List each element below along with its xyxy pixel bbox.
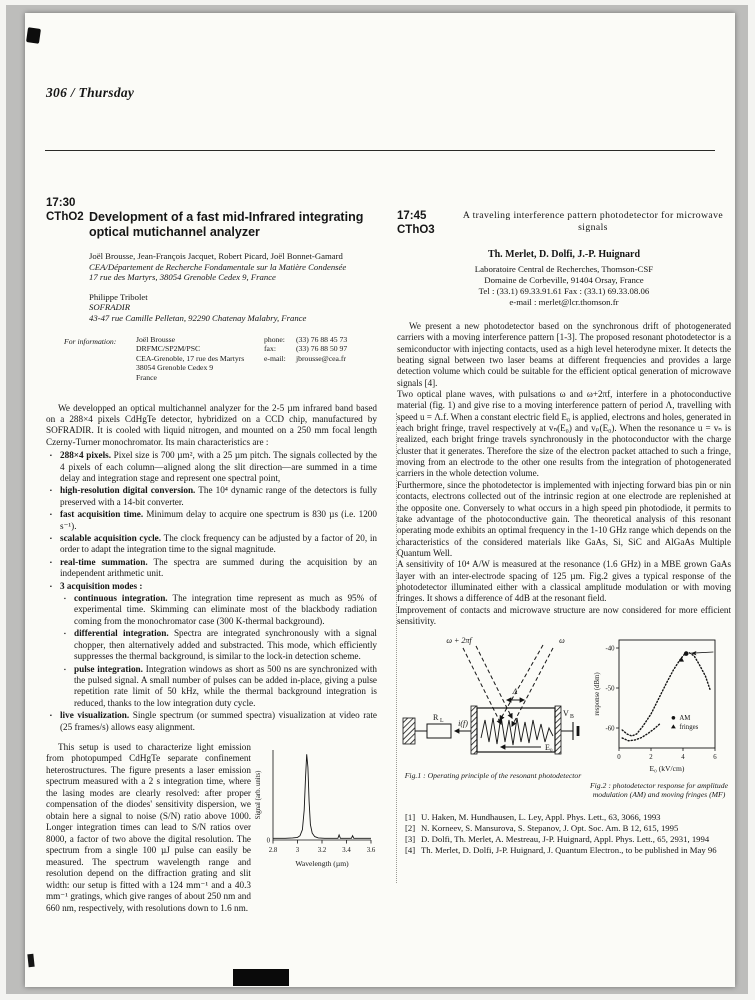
- load-resistor-sub: L: [440, 718, 444, 725]
- svg-text:-50: -50: [605, 685, 615, 693]
- spectrum-figure: [251, 742, 377, 915]
- contact-label: For information:: [64, 336, 117, 346]
- list-item: [60, 710, 377, 733]
- reference-text: D. Dolfi, Th. Merlet, A. Mestreau, J-P. Huignard, Appl. Phys. Lett., 65, 2931, 1994: [421, 834, 710, 845]
- list-item: [60, 533, 377, 556]
- feature-list: [46, 450, 377, 733]
- svg-text:Wavelength (µm): Wavelength (µm): [295, 858, 349, 868]
- contact-keys: [264, 335, 286, 364]
- list-item: [60, 581, 377, 709]
- scan-artifact-bar: [233, 969, 289, 986]
- figure-2: [589, 632, 729, 799]
- svg-text:fringes: fringes: [679, 724, 699, 732]
- talk-cth03-title: A traveling interference pattern photodetector for microwave signals: [462, 210, 724, 233]
- bullet-text: The 10⁴ dynamic range of the detectors is fully preserved with a 14-bit converter.: [60, 485, 377, 507]
- talk-cth02-body: [46, 403, 377, 733]
- bias-label-sub: B: [570, 714, 574, 721]
- references: [397, 812, 731, 857]
- list-item: [60, 450, 377, 484]
- reference-item: [397, 823, 731, 834]
- reference-item: [397, 812, 731, 823]
- telfax-line: Tel : (33.1) 69.33.91.61 Fax : (33.1) 69.33.08.06: [478, 286, 650, 296]
- svg-text:0: 0: [617, 754, 621, 762]
- talk-code: CThO2: [46, 210, 84, 223]
- affiliation-line: Laboratoire Central de Recherches, Thomson-CSF: [474, 264, 654, 274]
- talk-cth02-title: Development of a fast mid-Infrared integrating optical mutichannel analyzer: [89, 210, 364, 239]
- talk-cth03-header: [397, 210, 731, 234]
- list-item: [60, 485, 377, 508]
- list-item: [60, 509, 377, 532]
- talk-cth03-timecode: [397, 210, 435, 237]
- running-head: 306 / Thursday: [46, 85, 135, 100]
- abstract-paragraph: Two optical plane waves, with pulsations ω and ω+2πf, interfere in a photoconductive material (fig. 1) and give rise to a moving interference pattern of period Λ, travelling with speed u = Λ.f. When a constant electric field E₀ is applied, electrons and holes, generated in each bright fringe, travel respectively at vₙ(E₀) and vₚ(E₀). When the resonance u = vₙ is realized, each bright fringe travels synchronously in the photoconductor with the charge cluster that it generates. Therefore the size of the electron packet attached to such a fringe, moving from an electrode to the other one results from the integration of photogenerated carriers in the whole detection volume.: [397, 389, 731, 479]
- bullet-text: Minimum delay to acquire one spectrum is 830 µs (i.e. 1200 s⁻¹).: [60, 509, 377, 531]
- talk-code: CThO3: [397, 223, 435, 236]
- fax-value: (33) 76 88 50 97: [296, 344, 348, 354]
- talk-cth02-header: [46, 197, 377, 241]
- author2-address: 43-47 rue Camille Pelletan, 92290 Chatenay Malabry, France: [89, 312, 307, 323]
- talk-cth02-timecode: [46, 197, 84, 224]
- spectrum-chart: [251, 744, 377, 878]
- bullet-lead: pulse integration.: [74, 663, 143, 674]
- contact-values: [296, 335, 347, 364]
- svg-text:Signal (arb. units): Signal (arb. units): [255, 770, 262, 820]
- talk-cth03-affiliation: [397, 264, 731, 308]
- figures-row: [397, 632, 731, 799]
- fringe-period-label: Λ: [512, 687, 518, 697]
- contact-address: [136, 335, 244, 383]
- contact-name: Joël Brousse: [136, 334, 176, 344]
- bullet-text: Spectra are integrated synchronously with a signal chopper, then alternatively added and substracted. This mode, which efficiently suppresses the thermal background, is similar to the lock-in detection scheme.: [74, 628, 377, 662]
- svg-text:6: 6: [713, 754, 717, 762]
- contact-block: [46, 335, 377, 399]
- fig1-caption: Fig.1 : Operating principle of the resonant photodetector: [404, 771, 582, 781]
- author2-affiliation: SOFRADIR: [89, 302, 131, 313]
- reference-number: [1]: [405, 811, 416, 822]
- svg-text:4: 4: [681, 754, 685, 762]
- photocurrent-label: i(f): [458, 719, 468, 729]
- abstract-paragraph: Improvement of contacts and microwave structure are now considered for more efficient sensitivity.: [397, 604, 731, 626]
- svg-text:3.2: 3.2: [317, 846, 327, 854]
- bullet-lead: high-resolution digital conversion.: [60, 485, 196, 496]
- author-address: 17 rue des Martyrs, 38054 Grenoble Cedex 9, France: [89, 272, 276, 283]
- reference-text: Th. Merlet, D. Dolfi, J-P. Huignard, J. Quantum Electron., to be published in May 96: [421, 845, 717, 856]
- load-resistor-label: R: [433, 713, 439, 723]
- svg-text:2.8: 2.8: [268, 846, 278, 854]
- scan-artifact-speck: [27, 954, 34, 968]
- bullet-text: The clock frequency can be adjusted by a factor of 20, in order to adapt the integration time to the signal magnitude.: [60, 533, 377, 555]
- talk-cth03-authors: Th. Merlet, D. Dolfi, J.-P. Huignard: [487, 249, 641, 260]
- email-label: e-mail:: [264, 353, 286, 363]
- abstract-paragraph: A sensitivity of 10⁴ A/W is measured at the resonance (1.6 GHz) in a MBE grown GaAs layer with an inter-electrode spacing of 125 µm. Fig.2 gives a typical response of the photodetector illuminated either with a classical amplitude modulation or with moving fringes. It shows a difference of 4dB at the resonant field.: [397, 559, 731, 604]
- fax-label: fax:: [264, 344, 276, 354]
- author-names: Joël Brousse, Jean-François Jacquet, Robert Picard, Joël Bonnet-Gamard: [89, 251, 343, 261]
- list-item: [60, 557, 377, 580]
- svg-text:E₀ (kV/cm): E₀ (kV/cm): [649, 764, 685, 774]
- svg-text:2: 2: [649, 754, 653, 762]
- contact-dept: DRFMC/SP2M/PSC: [136, 344, 201, 354]
- reference-item: [397, 834, 731, 845]
- email-value: jbrousse@cea.fr: [296, 353, 346, 363]
- phone-label: phone:: [264, 334, 285, 344]
- bullet-text: Integration windows as short as 500 ns are synchronized with the pulsed signal. A small number of pulses can be added in-place, giving a pulse repetition rate limit of 50 kHz, while the thermal background integration is reduced, thanks to the low integration duty cycle.: [74, 663, 377, 708]
- talk-cth03: [397, 197, 731, 857]
- bullet-text: Single spectrum (or summed spectra) visualization at video rate (25 frames/s) allows easy alignment.: [60, 710, 377, 732]
- abstract-intro: We developped an optical multichannel analyzer for the 2-5 µm infrared band based on a 288×4 pixels CdHgTe detector, hybridized on a CCD chip, manufactured by SOFRADIR. It is cooled with liquid nitrogen, and mounted on a 250 mm focal length Czerny-Turner monochromator. Its main characteristics are :: [46, 402, 377, 447]
- bullet-lead: live visualization.: [60, 710, 130, 721]
- reference-number: [2]: [405, 822, 416, 833]
- bullet-lead: continuous integration.: [74, 593, 168, 604]
- bullet-lead: real-time summation.: [60, 556, 148, 567]
- figure-1: [397, 632, 589, 799]
- scan-artifact-blob: [26, 27, 41, 44]
- bullet-lead: scalable acquisition cycle.: [60, 533, 162, 544]
- talk-cth02: [46, 197, 377, 914]
- svg-text:0: 0: [266, 837, 270, 845]
- abstract-paragraph: Furthermore, since the photodetector is implemented with injecting forward bias pin or nin contacts, electrons collected out of the intrinsic region at one electrode are replenished at the opposite one. Conversely to what occurs in a high speed pin photodiode, it permits to take advantage of the photoconductive gain. The theoretical analysis of this resonant operating mode exhibits an optimal frequency in the 1-10 GHz range which depends on the characteristics of the considered materials like GaAs, Si, SiC and AlGaAs Multiple Quantum Well.: [397, 479, 731, 558]
- fig1-schematic: [397, 632, 589, 770]
- header-rule: [45, 150, 715, 151]
- field-label: E₀: [545, 743, 553, 753]
- beam-left-label: ω + 2πf: [446, 636, 472, 646]
- fig2-caption: Fig.2 : photodetector response for amplitude modulation (AM) and moving fringes (MF): [589, 781, 729, 800]
- document-page: [25, 13, 735, 987]
- svg-text:-40: -40: [605, 645, 615, 653]
- svg-text:3.4: 3.4: [342, 846, 351, 854]
- bullet-text: The spectra are summed during the acquisition by an independent arithmetic unit.: [60, 556, 377, 579]
- bullet-lead: fast acquisition time.: [60, 509, 144, 520]
- svg-text:-60: -60: [605, 725, 615, 733]
- reference-text: N. Korneev, S. Mansurova, S. Stepanov, J. Opt. Soc. Am. B 12, 615, 1995: [421, 822, 679, 833]
- bullet-lead: differential integration.: [74, 628, 169, 639]
- reference-text: U. Haken, M. Hundhausen, L. Ley, Appl. Phys. Lett., 63, 3066, 1993: [421, 811, 661, 822]
- reference-number: [3]: [405, 834, 416, 845]
- list-item: [74, 593, 377, 627]
- contact-city: 38054 Grenoble Cedex 9: [136, 363, 214, 373]
- talk-cth02-authors: [89, 251, 377, 324]
- svg-text:3.6: 3.6: [366, 846, 376, 854]
- acquisition-modes-list: [60, 593, 377, 709]
- bullet-lead: 3 acquisition modes :: [60, 580, 143, 591]
- talk-time: 17:30: [46, 197, 76, 209]
- contact-country: France: [136, 372, 157, 382]
- bias-label: V: [563, 709, 569, 719]
- reference-item: [397, 845, 731, 856]
- email-line: e-mail : merlet@lcr.thomson.fr: [509, 297, 619, 307]
- bullet-lead: 288×4 pixels.: [60, 450, 112, 461]
- talk-cth02-bottom: [46, 742, 377, 915]
- svg-text:response (dBm): response (dBm): [594, 672, 601, 716]
- address-line: Domaine de Corbeville, 91404 Orsay, France: [484, 275, 644, 285]
- contact-street: CEA-Grenoble, 17 rue des Martyrs: [136, 353, 245, 363]
- fig2-chart: [589, 632, 729, 780]
- abstract-paragraph: We present a new photodetector based on the synchronous drift of photogenerated carriers with a moving interference pattern [1-3]. The proposed resonant photodetector is a semiconductor with injecting contacts, used as a high level heterodyne mixer. It detects the beating signal between two laser beams at different frequencies and provides a large detection volume which could be suitable for the efficient optical generation of microwave signals [4].: [397, 321, 731, 388]
- bullet-text: Pixel size is 700 µm², with a 25 µm pitch. The signals collected by the 4 pixels of each column—aligned along the slit direction—are summed in a time delay and integration stage and represent one spectral point,: [60, 450, 378, 483]
- talk-cth03-body: [397, 321, 731, 627]
- talk-time: 17:45: [397, 210, 427, 222]
- reference-number: [4]: [405, 845, 416, 856]
- list-item: [74, 628, 377, 662]
- phone-value: (33) 76 88 45 73: [296, 334, 348, 344]
- svg-text:3: 3: [295, 846, 300, 854]
- author-affiliation: CEA/Département de Recherche Fondamentale sur la Matière Condensée: [89, 261, 347, 272]
- svg-text:AM: AM: [679, 715, 691, 723]
- author2-name: Philippe Tribolet: [89, 291, 148, 302]
- abstract-outro: This setup is used to characterize light emission from photopumped CdHgTe separate confinement heterostructures. The figure presents a laser emission spectrum measured with a 2 s integration time, where the lasing modes are clearly resolved: after proper compensation of the diodes' sensitivity dispersion, we obtain here a signal to noise (S/N) ratio above 1000. Longer integration times can lead to S/N ratios over 8000, a factor of two above the digital resolution. The spectrum from a single 100 µJ pulse can easily be measured. The spectrum wavelength range and resolution depend on the diffraction grating and slit width: our setup is fitted with a 124 mm⁻¹ and a 40.3 mm⁻¹ gratings, which give ranges of about 250 nm and 660 nm, respectively, with resolutions down to 1.6 nm.: [46, 741, 251, 913]
- beam-right-label: ω: [559, 636, 565, 646]
- list-item: [74, 664, 377, 710]
- bullet-text: The integration time represent as much as 95% of experimental time. Skimming can eliminate most of the blackbody radiation coming from the monochromator case (300 K-thermal background).: [74, 593, 377, 626]
